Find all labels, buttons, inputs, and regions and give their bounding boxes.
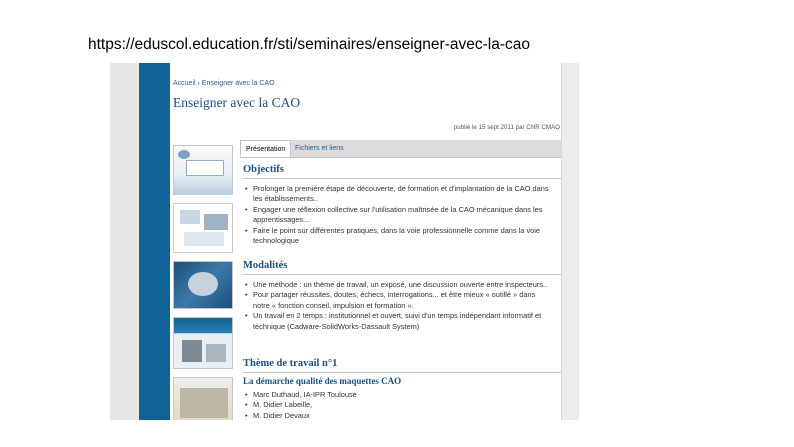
tab-presentation[interactable]: Présentation (240, 140, 291, 157)
page-content (170, 63, 561, 420)
cad-banner-thumbnail[interactable] (173, 317, 233, 369)
model-shape (206, 344, 226, 362)
list-item: • M. Didier Devaux (243, 411, 553, 420)
model-shape (182, 340, 202, 362)
seminar-poster-thumbnail[interactable] (173, 145, 233, 195)
section-heading-objectifs: Objectifs (243, 164, 284, 175)
poster-frame (186, 160, 224, 176)
sidebar-bar (139, 63, 170, 420)
list-item: • Un travail en 2 temps : institutionnel et ouvert, suivi d'un temps indépendant informatif et technique (Cadware-SolidWorks-Dassault System) (243, 311, 553, 332)
diagram-block (204, 214, 228, 230)
list-item: • Pour partager réussites, doutes, échecs, interrogations... et être mieux « outillé » dans notre « fonction conseil, impulsion et formation ». (243, 290, 553, 311)
part-shape (188, 272, 218, 296)
breadcrumb[interactable]: Accueil › Enseigner avec la CAO (173, 80, 275, 87)
section-heading-theme: Thème de travail n°1 (243, 358, 338, 369)
list-item: • Engager une réflexion collective sur l'utilisation maîtrisée de la CAO mécanique dans les apprentissages... (243, 205, 553, 226)
theme-subheading: La démarche qualité des maquettes CAO (243, 376, 402, 386)
list-item: • Marc Duthaud, IA-IPR Toulouse (243, 390, 553, 400)
logo-icon (178, 150, 190, 159)
tab-bar (240, 140, 561, 158)
page-title: Enseigner avec la CAO (173, 95, 301, 110)
diagram-thumbnail[interactable] (173, 203, 233, 253)
mechanical-part-thumbnail[interactable] (173, 261, 233, 309)
url-caption: https://eduscol.education.fr/sti/seminaires/enseigner-avec-la-cao (88, 36, 530, 53)
list-item: • Une méthode : un thème de travail, un exposé, une discussion ouverte entre inspecteurs.. (243, 280, 553, 290)
divider (243, 274, 561, 275)
diagram-block (184, 232, 224, 246)
article-panel (240, 140, 561, 420)
thumbnail-column (173, 145, 233, 420)
list-item: • M. Didier Labeille, (243, 400, 553, 410)
objectifs-list (243, 184, 553, 246)
webpage-screenshot (110, 63, 579, 420)
cover-image (180, 388, 228, 418)
participants-list (243, 390, 553, 420)
divider (243, 372, 561, 373)
right-margin (561, 63, 579, 420)
diagram-block (180, 210, 200, 224)
publication-info: publié le 15 sept 2011 par CNR CMAO (453, 124, 560, 131)
divider (243, 178, 561, 179)
modalites-list (243, 280, 553, 332)
list-item: • Prolonger la première étape de découverte, de formation et d'implantation de la CAO dans les établissements.. (243, 184, 553, 205)
document-cover-thumbnail[interactable] (173, 377, 233, 420)
tab-fichiers-et-liens[interactable]: Fichiers et liens (295, 145, 344, 152)
left-margin (110, 63, 139, 420)
section-heading-modalites: Modalités (243, 260, 288, 271)
list-item: • Faire le point sur différentes pratiques, dans la voie professionnelle comme dans la voie technologique (243, 226, 553, 247)
